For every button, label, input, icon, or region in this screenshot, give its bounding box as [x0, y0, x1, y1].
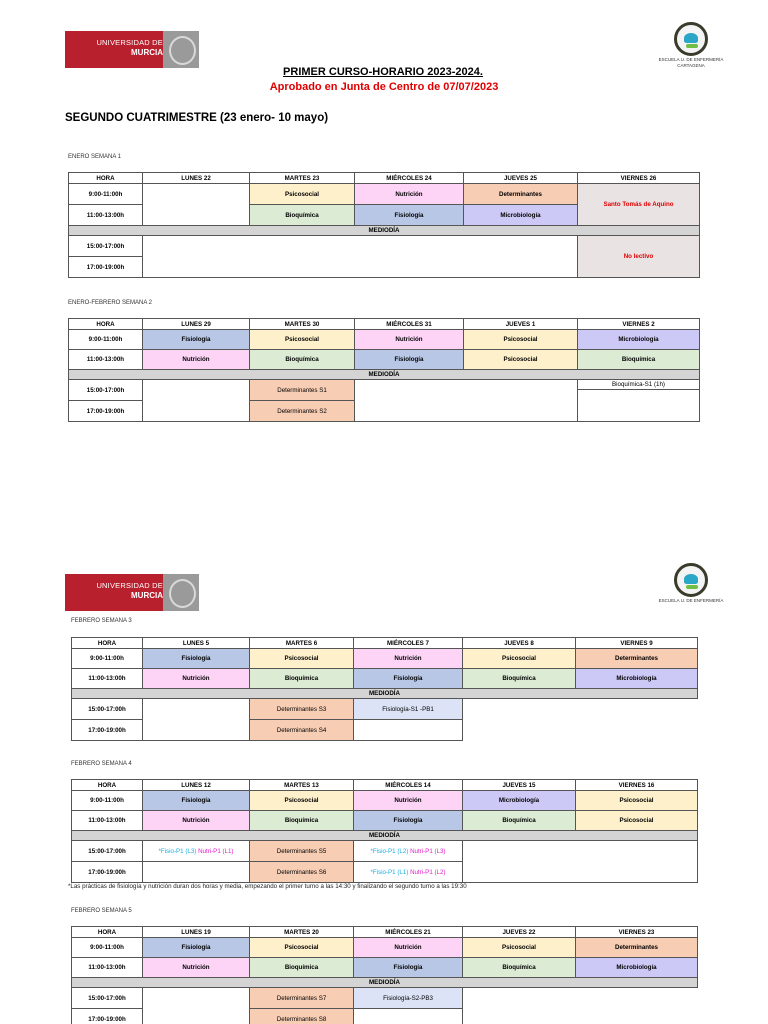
schedule-table-week1	[68, 172, 700, 278]
class-cell: Bioquímica	[250, 669, 354, 689]
fisio-practice-label: *Fisio-P1 (L2)	[370, 847, 409, 855]
nutri-practice-label: Nutri-P1 (L2)	[410, 868, 446, 876]
week-label: ENERO SEMANA 1	[68, 154, 122, 160]
mediodia-label: MEDIODÍA	[72, 978, 698, 988]
class-cell: Bioquímica	[578, 350, 700, 370]
day-header: LUNES 5	[143, 638, 250, 649]
empty-cell	[143, 862, 250, 883]
empty-cell	[354, 720, 463, 741]
university-seal-icon	[163, 574, 199, 611]
table-row	[72, 958, 698, 978]
schedule-table-week2	[68, 318, 700, 422]
time-slot: 15:00-17:00h	[72, 988, 143, 1009]
empty-cell	[463, 841, 698, 883]
eue-line1: ESCUELA U. DE ENFERMERÍA	[658, 598, 724, 603]
university-seal-icon	[163, 31, 199, 68]
class-cell: Determinantes	[576, 938, 698, 958]
table-row	[69, 330, 700, 350]
empty-cell	[463, 988, 698, 1024]
eue-line1: ESCUELA U. DE ENFERMERÍA	[658, 57, 724, 62]
class-cell: Bioquímica	[463, 669, 576, 689]
universidad-murcia-logo	[65, 31, 199, 68]
class-cell: Bioquímica	[250, 811, 354, 831]
escuela-enfermeria-logo	[651, 22, 731, 69]
class-cell: Fisiología	[354, 958, 463, 978]
class-cell: Determinantes	[576, 649, 698, 669]
class-cell: Determinantes S1	[250, 380, 355, 401]
header-row	[72, 638, 698, 649]
escuela-enfermeria-logo	[651, 563, 731, 604]
fisio-practice-label: *Fisio-P1 (L1)	[370, 868, 409, 876]
day-header: VIERNES 9	[576, 638, 698, 649]
day-header: LUNES 19	[143, 927, 250, 938]
time-slot: 9:00-11:00h	[69, 330, 143, 350]
day-header: MARTES 23	[250, 173, 355, 184]
eue-line2: CARTAGENA	[677, 63, 705, 68]
time-slot: 15:00-17:00h	[72, 699, 143, 720]
practice-cell	[354, 862, 463, 883]
class-cell: Psicosocial	[250, 330, 355, 350]
hora-header: HORA	[72, 638, 143, 649]
time-slot: 17:00-19:00h	[72, 1009, 143, 1024]
table-row	[72, 988, 698, 1009]
day-header: MIÉRCOLES 31	[355, 319, 464, 330]
class-cell: Determinantes S3	[250, 699, 354, 720]
time-slot: 11:00-13:00h	[69, 350, 143, 370]
class-cell: Psicosocial	[464, 330, 578, 350]
friday-afternoon	[578, 380, 700, 422]
day-header: VIERNES 23	[576, 927, 698, 938]
day-header: MARTES 13	[250, 780, 354, 791]
header-row	[69, 173, 700, 184]
class-cell: Fisiología	[355, 350, 464, 370]
class-cell: Fisiología	[354, 811, 463, 831]
day-header: MARTES 6	[250, 638, 354, 649]
approval-note: Aprobado en Junta de Centro de 07/07/2023	[269, 81, 499, 93]
week-label: FEBRERO SEMANA 3	[71, 618, 132, 624]
day-header: MIÉRCOLES 14	[354, 780, 463, 791]
week-label: FEBRERO SEMANA 4	[71, 761, 132, 767]
empty-cell	[143, 699, 250, 741]
day-header: JUEVES 25	[464, 173, 578, 184]
schedule-table-week3	[71, 637, 698, 741]
mediodia-label: MEDIODÍA	[72, 689, 698, 699]
class-cell: Psicosocial	[464, 350, 578, 370]
class-cell: Nutrición	[143, 669, 250, 689]
table-row	[72, 649, 698, 669]
day-header: VIERNES 16	[576, 780, 698, 791]
table-row	[69, 350, 700, 370]
class-cell: Microbiología	[576, 958, 698, 978]
day-header: JUEVES 1	[464, 319, 578, 330]
class-cell: Nutrición	[354, 938, 463, 958]
class-cell: Psicosocial	[576, 791, 698, 811]
class-cell: Nutrición	[355, 184, 464, 205]
day-header: JUEVES 22	[463, 927, 576, 938]
class-cell: Psicosocial	[463, 938, 576, 958]
lunch-row	[69, 370, 700, 380]
lunch-row	[69, 226, 700, 236]
class-cell: Psicosocial	[250, 938, 354, 958]
time-slot: 9:00-11:00h	[69, 184, 143, 205]
nursing-school-emblem-icon	[674, 563, 708, 597]
day-header: VIERNES 2	[578, 319, 700, 330]
time-slot: 11:00-13:00h	[72, 811, 143, 831]
empty-cell	[143, 988, 250, 1024]
day-header: JUEVES 15	[463, 780, 576, 791]
hora-header: HORA	[69, 319, 143, 330]
class-cell: Fisiología-S2-PB3	[354, 988, 463, 1009]
class-cell: Nutrición	[143, 958, 250, 978]
class-cell: Fisiología	[143, 791, 250, 811]
table-row	[69, 236, 700, 257]
nutri-practice-label: Nutri-P1 (L3)	[410, 847, 446, 855]
class-cell: Psicosocial	[576, 811, 698, 831]
empty-cell	[355, 380, 578, 422]
day-header: MIÉRCOLES 21	[354, 927, 463, 938]
class-cell: Fisiología	[143, 649, 250, 669]
day-header: VIERNES 26	[578, 173, 700, 184]
semester-heading: SEGUNDO CUATRIMESTRE (23 enero- 10 mayo)	[65, 112, 329, 124]
time-slot: 17:00-19:00h	[69, 401, 143, 422]
empty-cell	[143, 236, 578, 278]
nutri-practice-label: Nutri-P1 (L1)	[198, 847, 234, 855]
week-label: FEBRERO SEMANA 5	[71, 908, 132, 914]
empty-cell	[354, 1009, 463, 1024]
time-slot: 15:00-17:00h	[69, 236, 143, 257]
time-slot: 17:00-19:00h	[72, 862, 143, 883]
practice-cell	[354, 841, 463, 862]
class-cell: Determinantes S4	[250, 720, 354, 741]
header-row	[69, 319, 700, 330]
nursing-school-emblem-icon	[674, 22, 708, 56]
no-lectivo-cell: No lectivo	[578, 236, 700, 278]
holiday-cell: Santo Tomás de Aquino	[578, 184, 700, 226]
lunch-row	[72, 689, 698, 699]
time-slot: 9:00-11:00h	[72, 649, 143, 669]
class-cell: Psicosocial	[250, 649, 354, 669]
empty-cell	[143, 184, 250, 226]
logo-text-line2: MURCIA	[131, 591, 163, 600]
hora-header: HORA	[69, 173, 143, 184]
class-cell: Determinantes S5	[250, 841, 354, 862]
universidad-murcia-logo	[65, 574, 199, 611]
logo-text-line1: UNIVERSIDAD DE	[96, 581, 163, 590]
day-header: MARTES 30	[250, 319, 355, 330]
time-slot: 11:00-13:00h	[69, 205, 143, 226]
header-row	[72, 927, 698, 938]
lunch-row	[72, 831, 698, 841]
hora-header: HORA	[72, 780, 143, 791]
class-cell: Bioquímica	[250, 205, 355, 226]
class-cell: Bioquímica-S1 (1h)	[578, 380, 699, 390]
class-cell: Bioquímica	[250, 350, 355, 370]
class-cell: Bioquímica	[463, 958, 576, 978]
table-row	[72, 841, 698, 862]
class-cell: Psicosocial	[463, 649, 576, 669]
class-cell: Fisiología	[355, 205, 464, 226]
table-row	[72, 669, 698, 689]
table-row	[72, 938, 698, 958]
mediodia-label: MEDIODÍA	[72, 831, 698, 841]
class-cell: Nutrición	[143, 350, 250, 370]
day-header: MIÉRCOLES 24	[355, 173, 464, 184]
day-header: JUEVES 8	[463, 638, 576, 649]
class-cell: Fisiología	[354, 669, 463, 689]
class-cell: Fisiología	[143, 330, 250, 350]
time-slot: 11:00-13:00h	[72, 958, 143, 978]
document-title: PRIMER CURSO-HORARIO 2023-2024.	[283, 66, 483, 78]
class-cell: Microbiología	[464, 205, 578, 226]
logo-text-line2: MURCIA	[131, 48, 163, 57]
schedule-table-week4	[71, 779, 698, 883]
class-cell: Nutrición	[355, 330, 464, 350]
class-cell: Microbiología	[576, 669, 698, 689]
time-slot: 9:00-11:00h	[72, 938, 143, 958]
class-cell: Determinantes S6	[250, 862, 354, 883]
class-cell: Determinantes	[464, 184, 578, 205]
day-header: LUNES 29	[143, 319, 250, 330]
class-cell: Fisiología	[143, 938, 250, 958]
day-header: MARTES 20	[250, 927, 354, 938]
class-cell: Nutrición	[354, 791, 463, 811]
class-cell: Determinantes S7	[250, 988, 354, 1009]
class-cell: Nutrición	[143, 811, 250, 831]
hora-header: HORA	[72, 927, 143, 938]
class-cell: Nutrición	[354, 649, 463, 669]
class-cell: Bioquímica	[250, 958, 354, 978]
class-cell: Determinantes S2	[250, 401, 355, 422]
fisio-practice-label: *Fisio-P1 (L3)	[158, 847, 197, 855]
logo-text-line1: UNIVERSIDAD DE	[96, 38, 163, 47]
class-cell: Bioquímica	[463, 811, 576, 831]
time-slot: 15:00-17:00h	[72, 841, 143, 862]
table-row	[72, 811, 698, 831]
table-row	[69, 184, 700, 205]
empty-cell	[463, 699, 698, 741]
day-header: LUNES 12	[143, 780, 250, 791]
class-cell: Microbiología	[578, 330, 700, 350]
day-header: MIÉRCOLES 7	[354, 638, 463, 649]
table-row	[72, 791, 698, 811]
week-label: ENERO-FEBRERO SEMANA 2	[68, 300, 153, 306]
practice-cell	[143, 841, 250, 862]
header-row	[72, 780, 698, 791]
empty-cell	[143, 380, 250, 422]
table-row	[69, 380, 700, 401]
mediodia-label: MEDIODÍA	[69, 226, 700, 236]
time-slot: 17:00-19:00h	[72, 720, 143, 741]
class-cell: Microbiología	[463, 791, 576, 811]
class-cell: Determinantes S8	[250, 1009, 354, 1024]
class-cell: Fisiología-S1 -PB1	[354, 699, 463, 720]
time-slot: 11:00-13:00h	[72, 669, 143, 689]
practice-note: *Las prácticas de fisiología y nutrición duran dos horas y media, empezando el primer turno a las 14:30 y finalizando el segundo turno a las 19:30	[68, 883, 467, 890]
class-cell: Psicosocial	[250, 791, 354, 811]
time-slot: 17:00-19:00h	[69, 257, 143, 278]
lunch-row	[72, 978, 698, 988]
schedule-table-week5	[71, 926, 698, 1024]
time-slot: 15:00-17:00h	[69, 380, 143, 401]
day-header: LUNES 22	[143, 173, 250, 184]
mediodia-label: MEDIODÍA	[69, 370, 700, 380]
time-slot: 9:00-11:00h	[72, 791, 143, 811]
class-cell: Psicosocial	[250, 184, 355, 205]
table-row	[72, 699, 698, 720]
